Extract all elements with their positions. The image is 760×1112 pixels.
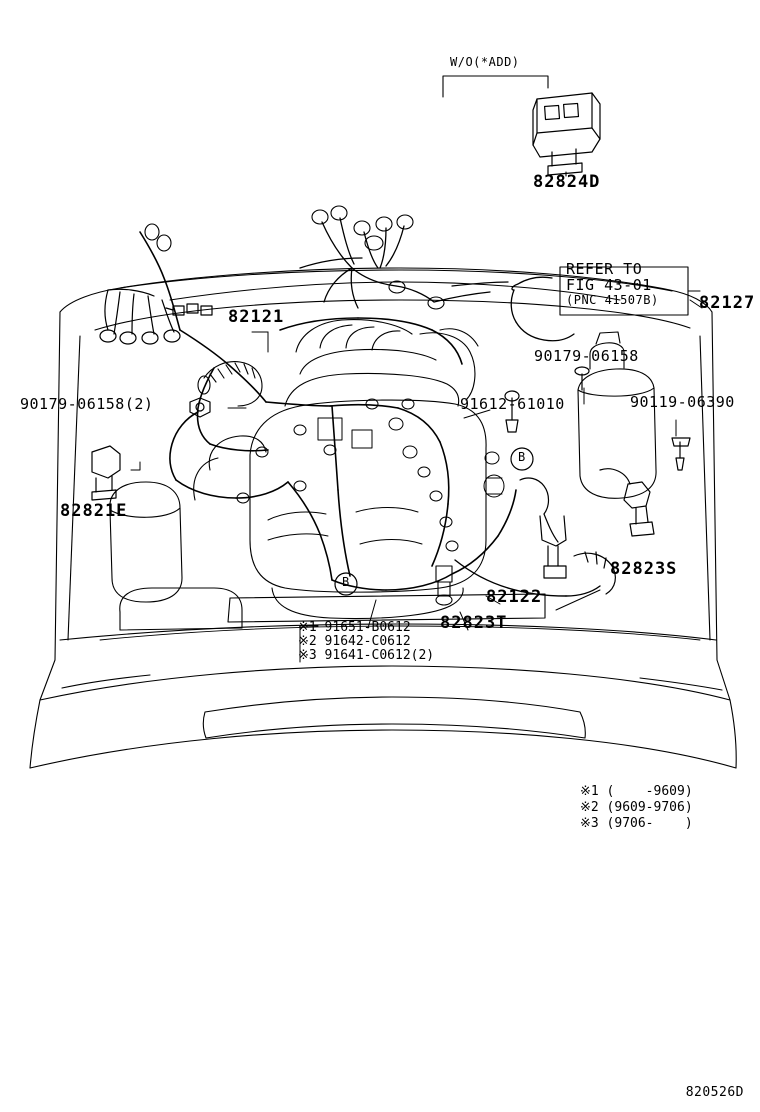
callout-90179-06158: 90179-06158: [534, 347, 639, 365]
callout-90179-06158-2: 90179-06158(2): [20, 395, 154, 413]
callout-90119-06390: 90119-06390: [630, 393, 735, 411]
note-center-2: ※2 91642-C0612: [298, 634, 411, 649]
label-wo-add: W/O(*ADD): [450, 55, 520, 69]
callout-82824d: 82824D: [533, 172, 601, 192]
callout-82122: 82122: [486, 587, 543, 607]
note-center-1: ※1 91651-B0612: [298, 620, 411, 635]
refer-to-line1: REFER TO: [566, 260, 643, 278]
balloon-b-right: B: [518, 450, 526, 464]
refer-to-line2: FIG 43-01: [566, 276, 652, 294]
refer-to-line3: (PNC 41507B): [566, 293, 659, 307]
callout-82821e: 82821E: [60, 501, 128, 521]
callout-91612-61010: 91612-61010: [460, 395, 565, 413]
callout-82127: 82127: [699, 293, 756, 313]
diagram-code: 820526D: [685, 1085, 744, 1100]
balloon-b-center: B: [342, 575, 350, 589]
callout-82823t: 82823T: [440, 613, 508, 633]
note-bottom-3: ※3 (9706- ): [580, 816, 693, 831]
note-center-3: ※3 91641-C0612(2): [298, 648, 435, 663]
callout-82121: 82121: [228, 307, 285, 327]
note-bottom-2: ※2 (9609-9706): [580, 800, 693, 815]
note-bottom-1: ※1 ( -9609): [580, 784, 693, 799]
callout-82823s: 82823S: [610, 559, 678, 579]
